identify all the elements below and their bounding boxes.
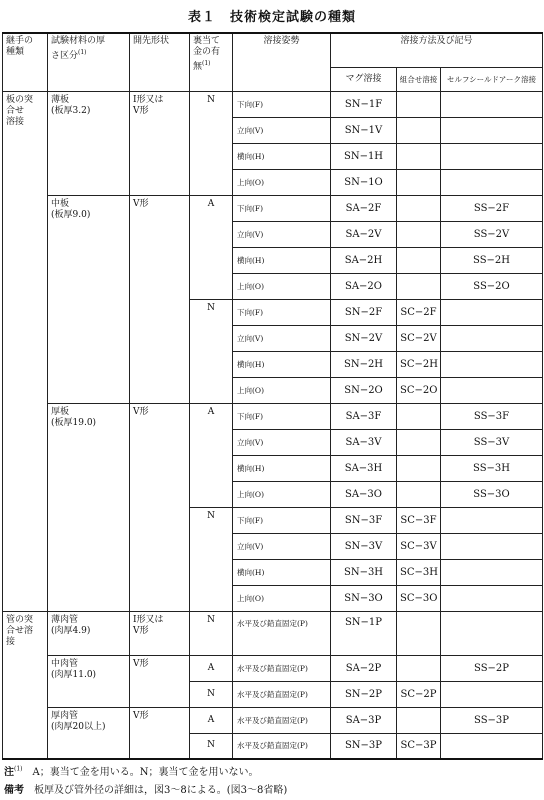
code-cell (441, 611, 543, 655)
code-cell: SA−2P (331, 655, 397, 681)
code-cell: SS−3P (441, 707, 543, 733)
code-cell (397, 481, 441, 507)
code-cell: SA−3O (331, 481, 397, 507)
groove-thin-plate: I形又は V形 (130, 91, 190, 195)
code-cell: SS−2H (441, 247, 543, 273)
table-row (3, 611, 543, 655)
code-cell (397, 221, 441, 247)
code-cell (397, 455, 441, 481)
position-cell: 上向(O) (233, 169, 331, 195)
joint-plate-butt: 板の突 合せ 溶接 (3, 91, 48, 611)
code-cell (397, 143, 441, 169)
code-cell: SS−3O (441, 481, 543, 507)
position-cell: 上向(O) (233, 377, 331, 403)
code-cell: SC−3F (397, 507, 441, 533)
code-cell (441, 533, 543, 559)
code-cell (441, 143, 543, 169)
groove-medium-plate: V形 (130, 195, 190, 403)
position-cell: 上向(O) (233, 585, 331, 611)
position-cell: 下向(F) (233, 507, 331, 533)
position-cell: 水平及び鉛直固定(P) (233, 681, 331, 707)
table-row (3, 195, 543, 221)
position-cell: 水平及び鉛直固定(P) (233, 655, 331, 681)
code-cell (397, 429, 441, 455)
groove-thick-plate: V形 (130, 403, 190, 611)
position-cell: 立向(V) (233, 429, 331, 455)
code-cell: SN−1H (331, 143, 397, 169)
code-cell: SC−3O (397, 585, 441, 611)
position-cell: 下向(F) (233, 195, 331, 221)
groove-medium-pipe: V形 (130, 655, 190, 707)
position-cell: 横向(H) (233, 559, 331, 585)
position-cell: 立向(V) (233, 221, 331, 247)
code-cell: SA−3V (331, 429, 397, 455)
code-cell: SC−2P (397, 681, 441, 707)
material-thick-plate: 厚板 (板厚19.0) (48, 403, 130, 611)
code-cell: SS−2O (441, 273, 543, 299)
code-cell (397, 195, 441, 221)
material-thin-plate: 薄板 (板厚3.2) (48, 91, 130, 195)
code-cell (397, 611, 441, 655)
backing-thin-plate: N (190, 91, 233, 195)
code-cell (441, 507, 543, 533)
header-joint-type: 継手の 種類 (3, 33, 48, 91)
backing-thick-pipe-n: N (190, 733, 233, 759)
backing-medium-plate-a: A (190, 195, 233, 299)
table-row (3, 707, 543, 733)
code-cell: SC−3V (397, 533, 441, 559)
code-cell: SN−2H (331, 351, 397, 377)
position-cell: 上向(O) (233, 481, 331, 507)
code-cell: SA−3P (331, 707, 397, 733)
code-cell (397, 655, 441, 681)
remark: 備考 板厚及び管外径の詳細は，図3〜8による。(図3〜8省略) (4, 785, 288, 796)
code-cell (441, 299, 543, 325)
code-cell (441, 585, 543, 611)
position-cell: 横向(H) (233, 143, 331, 169)
position-cell: 水平及び鉛直固定(P) (233, 611, 331, 655)
code-cell: SA−2F (331, 195, 397, 221)
position-cell: 水平及び鉛直固定(P) (233, 707, 331, 733)
code-cell: SN−1P (331, 611, 397, 655)
header-groove-shape: 開先形状 (130, 33, 190, 91)
code-cell: SC−3P (397, 733, 441, 759)
code-cell (441, 117, 543, 143)
code-cell: SN−3H (331, 559, 397, 585)
material-medium-pipe: 中肉管 (肉厚11.0) (48, 655, 130, 707)
code-cell: SC−2H (397, 351, 441, 377)
code-cell: SC−2O (397, 377, 441, 403)
code-cell (441, 169, 543, 195)
position-cell: 横向(H) (233, 455, 331, 481)
table-row (3, 91, 543, 117)
position-cell: 下向(F) (233, 403, 331, 429)
position-cell: 立向(V) (233, 325, 331, 351)
header-self-shield-welding: セルフシールドアーク溶接 (441, 67, 543, 91)
header-material-thickness: 試験材料の厚 さ区分$^{(1)}$ (48, 33, 130, 91)
code-cell: SS−3V (441, 429, 543, 455)
code-cell (441, 325, 543, 351)
position-cell: 横向(H) (233, 247, 331, 273)
code-cell: SN−1V (331, 117, 397, 143)
backing-thick-plate-a: A (190, 403, 233, 507)
code-cell (397, 247, 441, 273)
code-cell: SC−2F (397, 299, 441, 325)
position-cell: 下向(F) (233, 91, 331, 117)
code-cell: SA−3H (331, 455, 397, 481)
code-cell (397, 91, 441, 117)
table-title: 表１ 技術検定試験の種類 (187, 10, 356, 25)
code-cell (441, 733, 543, 759)
position-cell: 水平及び鉛直固定(P) (233, 733, 331, 759)
header-backing-strip: 裏当て 金の有 無$^{(1)}$ (190, 33, 233, 91)
code-cell: SS−3F (441, 403, 543, 429)
code-cell (441, 559, 543, 585)
code-cell (397, 273, 441, 299)
code-cell: SS−2P (441, 655, 543, 681)
code-cell: SN−2V (331, 325, 397, 351)
groove-thin-pipe: I形又は V形 (130, 611, 190, 655)
material-thin-pipe: 薄肉管 (肉厚4.9) (48, 611, 130, 655)
code-cell (397, 169, 441, 195)
material-medium-plate: 中板 (板厚9.0) (48, 195, 130, 403)
backing-medium-pipe-a: A (190, 655, 233, 681)
backing-thick-plate-n: N (190, 507, 233, 611)
position-cell: 上向(O) (233, 273, 331, 299)
code-cell: SN−3O (331, 585, 397, 611)
position-cell: 下向(F) (233, 299, 331, 325)
groove-thick-pipe: V形 (130, 707, 190, 759)
position-cell: 立向(V) (233, 117, 331, 143)
header-mag-welding: マグ溶接 (331, 67, 397, 91)
code-cell: SN−2F (331, 299, 397, 325)
header-combination-welding: 組合せ溶接 (397, 67, 441, 91)
joint-pipe-butt: 管の突 合せ溶 接 (3, 611, 48, 759)
footnote: 注$^{(1)}$ A；裏当て金を用いる。N；裏当て金を用いない。 (4, 765, 259, 778)
table-row (3, 655, 543, 681)
backing-medium-pipe-n: N (190, 681, 233, 707)
code-cell: SC−3H (397, 559, 441, 585)
code-cell: SN−3P (331, 733, 397, 759)
code-cell: SA−2O (331, 273, 397, 299)
backing-medium-plate-n: N (190, 299, 233, 403)
material-thick-pipe: 厚肉管 (肉厚20以上) (48, 707, 130, 759)
code-cell: SS−2F (441, 195, 543, 221)
code-cell (441, 351, 543, 377)
code-cell (397, 707, 441, 733)
code-cell: SS−2V (441, 221, 543, 247)
code-cell: SC−2V (397, 325, 441, 351)
code-cell: SN−1O (331, 169, 397, 195)
code-cell (397, 117, 441, 143)
code-cell: SN−1F (331, 91, 397, 117)
code-cell: SS−3H (441, 455, 543, 481)
header-welding-position: 溶接姿勢 (233, 33, 331, 91)
code-cell: SN−3F (331, 507, 397, 533)
code-cell (441, 377, 543, 403)
position-cell: 立向(V) (233, 533, 331, 559)
code-cell: SA−3F (331, 403, 397, 429)
code-cell: SA−2V (331, 221, 397, 247)
header-welding-method: 溶接方法及び記号 (331, 33, 543, 67)
code-cell (441, 91, 543, 117)
code-cell: SA−2H (331, 247, 397, 273)
backing-thick-pipe-a: A (190, 707, 233, 733)
code-cell: SN−2P (331, 681, 397, 707)
welding-test-table (2, 32, 543, 760)
table-row (3, 403, 543, 429)
code-cell (441, 681, 543, 707)
position-cell: 横向(H) (233, 351, 331, 377)
code-cell: SN−3V (331, 533, 397, 559)
backing-thin-pipe: N (190, 611, 233, 655)
code-cell: SN−2O (331, 377, 397, 403)
code-cell (397, 403, 441, 429)
